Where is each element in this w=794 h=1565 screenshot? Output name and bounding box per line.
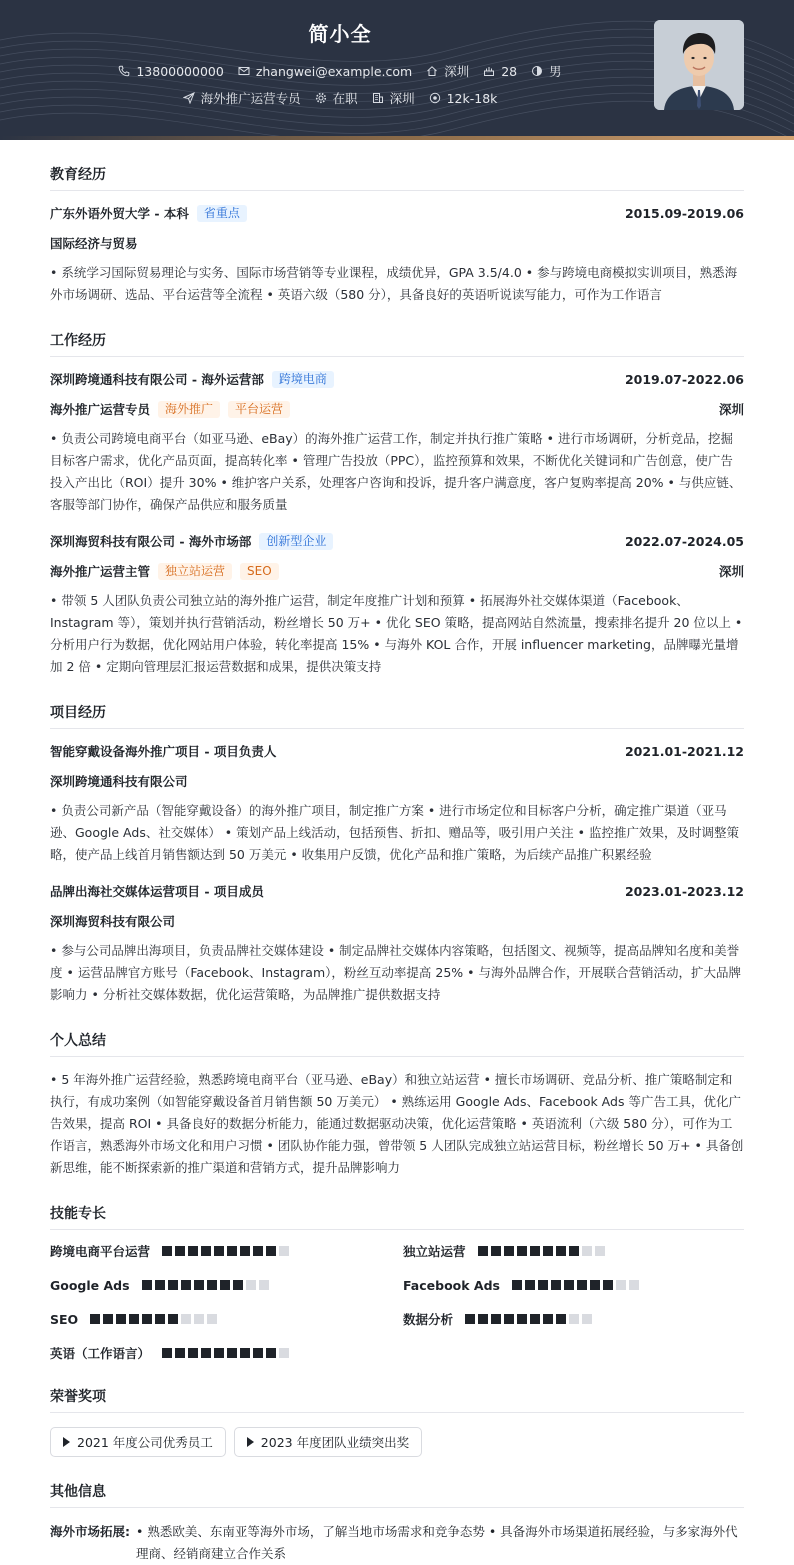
section-title-education: 教育经历 xyxy=(50,164,744,191)
skill-dot-empty xyxy=(582,1246,592,1256)
skill-dot-filled xyxy=(266,1348,276,1358)
major-name: 国际经济与贸易 xyxy=(50,236,138,251)
company-tag: 跨境电商 xyxy=(272,371,334,388)
skill-name: SEO xyxy=(50,1311,79,1327)
project-entry xyxy=(50,742,744,866)
skill-dot-filled xyxy=(266,1246,276,1256)
skill-dot-filled xyxy=(142,1280,152,1290)
project-name: 品牌出海社交媒体运营项目 - 项目成员 xyxy=(50,884,264,899)
work-entry xyxy=(50,370,744,516)
honor-label: 2023 年度团队业绩突出奖 xyxy=(260,1435,410,1450)
school-name: 广东外语外贸大学 - 本科 xyxy=(50,206,189,221)
skill-dot-filled xyxy=(194,1280,204,1290)
skill-dot-empty xyxy=(629,1280,639,1290)
position-tag: 海外推广 xyxy=(158,401,220,418)
company-tag: 创新型企业 xyxy=(259,533,333,550)
target-city-item xyxy=(372,89,415,107)
skill-dot-filled xyxy=(188,1348,198,1358)
skill-item xyxy=(50,1242,403,1260)
work-location: 深圳 xyxy=(718,564,744,579)
education-entry xyxy=(50,204,744,306)
skill-dot-filled xyxy=(175,1246,185,1256)
skill-dot-empty xyxy=(279,1348,289,1358)
position-name: 海外推广运营专员 xyxy=(50,402,151,417)
work-desc: • 带领 5 人团队负责公司独立站的海外推广运营，制定年度推广计划和预算 • 拓展海外社交媒体渠道（Facebook、Instagram 等），策划并执行营销活动，粉丝增长 50 万+ • 优化 SEO 策略，提高网站自然流量，搜索排名提升 20 位以上 • 分析用户行为数据，优化网站用户体验，转化率提高 15% • 与海外 KOL 合作，开展 influencer marketing，品牌曝光量增加 2 倍 • 定期向管理层汇报运营数据和成果，提供决策支持 xyxy=(50,593,743,674)
skill-dot-filled xyxy=(551,1280,561,1290)
skill-dot-filled xyxy=(530,1246,540,1256)
gender-icon xyxy=(531,65,543,77)
email-item xyxy=(238,64,412,79)
skill-item xyxy=(50,1276,403,1294)
status-text: 在职 xyxy=(332,91,358,106)
skill-dot-filled xyxy=(253,1348,263,1358)
skill-dot-filled xyxy=(116,1314,126,1324)
skill-dot-filled xyxy=(201,1246,211,1256)
skill-dot-filled xyxy=(491,1314,501,1324)
project-desc: • 参与公司品牌出海项目，负责品牌社交媒体建设 • 制定品牌社交媒体内容策略，包括图文、视频等，提高品牌知名度和美誉度 • 运营品牌官方账号（Facebook、Instagram），粉丝互动率提高 25% • 与海外品牌合作，开展联合营销活动，扩大品牌影响力 • 分析社交媒体数据，优化运营策略，为品牌推广提供数据支持 xyxy=(50,943,741,1002)
skill-dot-empty xyxy=(207,1314,217,1324)
skill-name: Google Ads xyxy=(50,1277,130,1293)
work-date: 2019.07-2022.06 xyxy=(624,371,744,387)
skill-dot-filled xyxy=(181,1280,191,1290)
skill-dot-filled xyxy=(504,1246,514,1256)
skill-item xyxy=(403,1242,744,1260)
skill-dot-filled xyxy=(201,1348,211,1358)
other-info-text: • 熟悉欧美、东南亚等海外市场，了解当地市场需求和竞争态势 • 具备海外市场渠道拓展经验，与多家海外代理商、经销商建立合作关系 xyxy=(136,1524,738,1561)
other-info-row xyxy=(50,1521,744,1565)
skill-dot-filled xyxy=(538,1280,548,1290)
skill-dot-filled xyxy=(214,1348,224,1358)
skill-dot-filled xyxy=(465,1314,475,1324)
salary-item xyxy=(429,91,498,106)
age-item xyxy=(483,64,517,79)
skill-level-meter xyxy=(90,1314,217,1324)
email-text: zhangwei@example.com xyxy=(255,63,413,79)
project-date: 2023.01-2023.12 xyxy=(624,883,744,899)
resume-body xyxy=(50,140,744,1565)
gender-text: 男 xyxy=(549,64,562,79)
skill-item xyxy=(403,1276,744,1294)
phone-item xyxy=(118,64,223,79)
city-text: 深圳 xyxy=(444,64,470,79)
other-info-label: 海外市场拓展: xyxy=(50,1524,130,1539)
skill-dot-filled xyxy=(590,1280,600,1290)
section-title-other: 其他信息 xyxy=(50,1481,744,1508)
target-job-text: 海外推广运营专员 xyxy=(200,91,301,106)
skill-dot-filled xyxy=(207,1280,217,1290)
skill-level-meter xyxy=(142,1280,269,1290)
skill-dot-filled xyxy=(543,1314,553,1324)
honor-item[interactable] xyxy=(234,1427,422,1457)
skill-dot-filled xyxy=(214,1246,224,1256)
skill-name: 独立站运营 xyxy=(403,1244,466,1259)
skill-dot-filled xyxy=(543,1246,553,1256)
skill-name: 英语（工作语言） xyxy=(50,1346,151,1361)
skill-dot-empty xyxy=(181,1314,191,1324)
skill-dot-filled xyxy=(556,1246,566,1256)
job-intent-row xyxy=(0,89,680,107)
phone-icon xyxy=(118,65,130,77)
position-tag: SEO xyxy=(240,563,279,580)
skills-section xyxy=(50,1203,744,1362)
section-title-projects: 项目经历 xyxy=(50,702,744,729)
school-tag: 省重点 xyxy=(197,205,247,222)
skill-dot-filled xyxy=(569,1246,579,1256)
skill-dot-empty xyxy=(616,1280,626,1290)
skill-dot-filled xyxy=(478,1246,488,1256)
skill-name: Facebook Ads xyxy=(403,1277,500,1293)
summary-section xyxy=(50,1030,744,1179)
skill-dot-filled xyxy=(556,1314,566,1324)
skill-dot-filled xyxy=(168,1280,178,1290)
company-name: 深圳海贸科技有限公司 - 海外市场部 xyxy=(50,534,252,549)
honor-label: 2021 年度公司优秀员工 xyxy=(77,1435,213,1450)
skill-dot-filled xyxy=(491,1246,501,1256)
honor-item[interactable] xyxy=(50,1427,226,1457)
skill-dot-filled xyxy=(90,1314,100,1324)
skill-dot-filled xyxy=(155,1280,165,1290)
section-title-summary: 个人总结 xyxy=(50,1030,744,1057)
play-triangle-icon xyxy=(63,1437,70,1447)
project-company: 深圳海贸科技有限公司 xyxy=(50,914,176,929)
skill-dot-filled xyxy=(162,1246,172,1256)
position-name: 海外推广运营主管 xyxy=(50,564,151,579)
skill-dot-empty xyxy=(194,1314,204,1324)
target-city-text: 深圳 xyxy=(389,91,415,106)
section-title-skills: 技能专长 xyxy=(50,1203,744,1230)
skill-dot-filled xyxy=(227,1246,237,1256)
building-icon xyxy=(372,92,384,104)
status-item xyxy=(315,89,358,107)
education-section xyxy=(50,164,744,306)
other-section xyxy=(50,1481,744,1565)
position-tag: 平台运营 xyxy=(228,401,290,418)
work-entry xyxy=(50,532,744,678)
skill-dot-filled xyxy=(504,1314,514,1324)
contact-row xyxy=(0,62,680,80)
work-desc: • 负责公司跨境电商平台（如亚马逊、eBay）的海外推广运营工作，制定并执行推广策略 • 进行市场调研，分析竞品，挖掘目标客户需求，优化产品页面，提高转化率 • 管理广告投放（PPC），监控预算和效果，不断优化关键词和广告创意，使广告投入产出比（ROI）提升 30% • 维护客户关系，处理客户咨询和投诉，提升客户满意度，客户复购率提高 20% • 与供应链、客服等部门协作，确保产品供应和服务质量 xyxy=(50,431,742,512)
skill-dot-filled xyxy=(603,1280,613,1290)
honors-section xyxy=(50,1386,744,1457)
coin-icon xyxy=(429,92,441,104)
project-desc: • 负责公司新产品（智能穿戴设备）的海外推广项目，制定推广方案 • 进行市场定位和目标客户分析，确定推广渠道（亚马逊、Google Ads、社交媒体） • 策划产品上线活动，包括预售、折扣、赠品等，吸引用户关注 • 监控推广效果，及时调整策略，使产品上线首月销售额达到 50 万美元 • 收集用户反馈，优化产品和推广策略，为后续产品推广积累经验 xyxy=(50,803,739,862)
skill-level-meter xyxy=(162,1246,289,1256)
skill-dot-filled xyxy=(175,1348,185,1358)
skill-dot-filled xyxy=(162,1348,172,1358)
gear-icon xyxy=(315,92,327,104)
skill-dot-empty xyxy=(259,1280,269,1290)
work-location: 深圳 xyxy=(718,402,744,417)
skill-dot-filled xyxy=(240,1348,250,1358)
projects-section xyxy=(50,702,744,1006)
skill-dot-filled xyxy=(512,1280,522,1290)
skill-level-meter xyxy=(512,1280,639,1290)
skill-dot-empty xyxy=(279,1246,289,1256)
section-title-work: 工作经历 xyxy=(50,330,744,357)
skill-dot-filled xyxy=(227,1348,237,1358)
skill-dot-filled xyxy=(220,1280,230,1290)
skill-level-meter xyxy=(162,1348,289,1358)
age-text: 28 xyxy=(501,63,518,79)
skill-dot-filled xyxy=(240,1246,250,1256)
skill-dot-filled xyxy=(168,1314,178,1324)
skill-dot-filled xyxy=(253,1246,263,1256)
skill-dot-empty xyxy=(569,1314,579,1324)
section-title-honors: 荣誉奖项 xyxy=(50,1386,744,1413)
skill-dot-filled xyxy=(577,1280,587,1290)
mail-icon xyxy=(238,65,250,77)
project-company: 深圳跨境通科技有限公司 xyxy=(50,774,188,789)
skills-grid xyxy=(50,1242,744,1362)
play-triangle-icon xyxy=(247,1437,254,1447)
skill-level-meter xyxy=(478,1246,605,1256)
company-name: 深圳跨境通科技有限公司 - 海外运营部 xyxy=(50,372,264,387)
skill-dot-filled xyxy=(155,1314,165,1324)
skill-dot-filled xyxy=(103,1314,113,1324)
home-icon xyxy=(426,65,438,77)
skill-item xyxy=(50,1310,403,1328)
project-entry xyxy=(50,882,744,1006)
skill-name: 数据分析 xyxy=(403,1312,454,1327)
education-desc: • 系统学习国际贸易理论与实务、国际市场营销等专业课程，成绩优异，GPA 3.5/4.0 • 参与跨境电商模拟实训项目，熟悉海外市场调研、选品、平台运营等全流程 • 英语六级（580 分），具备良好的英语听说读写能力，可作为工作语言 xyxy=(50,265,738,302)
skill-dot-filled xyxy=(233,1280,243,1290)
city-item xyxy=(426,62,469,80)
skill-dot-filled xyxy=(188,1246,198,1256)
target-job-item xyxy=(183,89,301,107)
project-date: 2021.01-2021.12 xyxy=(624,743,744,759)
skill-item xyxy=(50,1344,403,1362)
skill-dot-filled xyxy=(517,1314,527,1324)
work-date: 2022.07-2024.05 xyxy=(624,533,744,549)
phone-text: 13800000000 xyxy=(136,63,224,79)
skill-dot-filled xyxy=(525,1280,535,1290)
summary-text: • 5 年海外推广运营经验，熟悉跨境电商平台（亚马逊、eBay）和独立站运营 • 擅长市场调研、竞品分析、推广策略制定和执行，有成功案例（如智能穿戴设备首月销售额 50 万美元） • 熟练运用 Google Ads、Facebook Ads 等广告工具，优化广告效果，提高 ROI • 具备良好的数据分析能力，能通过数据驱动决策，优化运营策略 • 英语流利（六级 580 分），可作为工作语言，熟悉海外市场文化和用户习惯 • 团队协作能力强，曾带领 5 人团队完成独立站运营目标，粉丝增长 50 万+ • 具备创新思维，能不断探索新的推广渠道和营销方式，提升品牌影响力 xyxy=(50,1072,744,1175)
skill-dot-filled xyxy=(564,1280,574,1290)
skill-dot-filled xyxy=(129,1314,139,1324)
avatar xyxy=(654,20,744,110)
skill-dot-empty xyxy=(582,1314,592,1324)
send-icon xyxy=(183,92,195,104)
resume-header xyxy=(0,0,794,140)
education-date: 2015.09-2019.06 xyxy=(624,205,744,221)
work-section xyxy=(50,330,744,678)
skill-dot-filled xyxy=(530,1314,540,1324)
skill-dot-filled xyxy=(517,1246,527,1256)
skill-dot-empty xyxy=(246,1280,256,1290)
skill-name: 跨境电商平台运营 xyxy=(50,1244,151,1259)
skill-level-meter xyxy=(465,1314,592,1324)
project-name: 智能穿戴设备海外推广项目 - 项目负责人 xyxy=(50,744,277,759)
position-tag: 独立站运营 xyxy=(158,563,232,580)
skill-dot-filled xyxy=(478,1314,488,1324)
skill-dot-empty xyxy=(595,1246,605,1256)
avatar-portrait xyxy=(654,20,744,110)
salary-text: 12k-18k xyxy=(446,90,498,106)
candidate-name: 简小全 xyxy=(308,22,372,46)
cake-icon xyxy=(483,65,495,77)
skill-item xyxy=(403,1310,744,1328)
gender-item xyxy=(531,62,562,80)
honors-list xyxy=(50,1427,744,1457)
skill-dot-filled xyxy=(142,1314,152,1324)
